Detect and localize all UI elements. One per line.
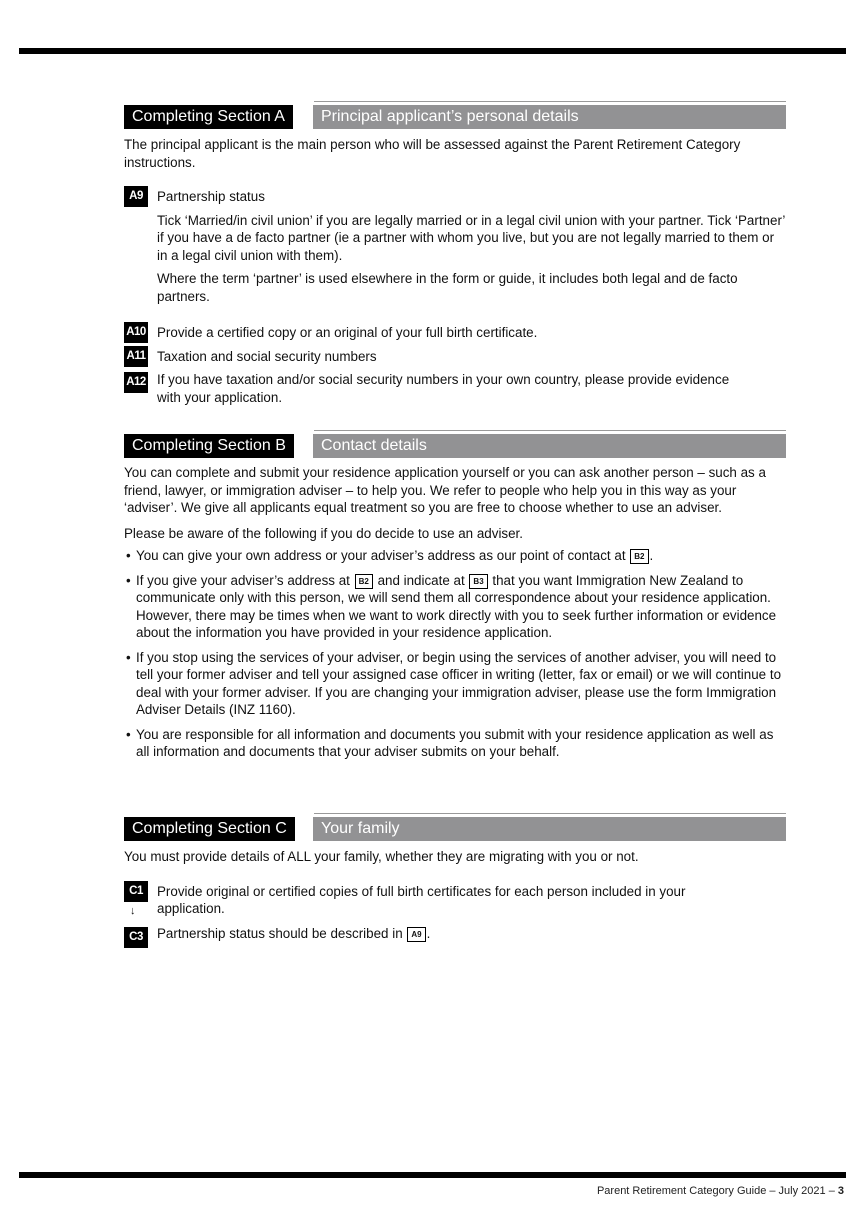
bullet-point-of-contact: • You can give your own address or your adviser’s address as our point of contact at B2 . (124, 547, 786, 565)
section-c-header (124, 813, 786, 839)
arrow-down-icon: ↓ (130, 904, 136, 917)
ref-b3: B3 (469, 574, 487, 589)
c1-text: Provide original or certified copies of full birth certificates for each person included in your application. (157, 883, 686, 916)
page-number: 3 (837, 1185, 844, 1197)
a9-para-2: Where the term ‘partner’ is used elsewhere in the form or guide, it includes both legal and de facto partners. (157, 271, 738, 304)
item-a9 (124, 188, 786, 305)
tag-a10: A10 (124, 322, 148, 343)
item-a12 (124, 371, 786, 406)
tag-a9: A9 (124, 186, 148, 207)
item-a10 (124, 324, 786, 342)
tag-a12: A12 (124, 372, 148, 393)
a10-text: Provide a certified copy or an original of your full birth certificate. (157, 325, 538, 340)
section-c (124, 813, 786, 942)
a9-para-1: Tick ‘Married/in civil union’ if you are legally married or in a legal civil union with your partner. Tick ‘Partner’ if you have a de facto partner (ie a partner with whom you live, but you are not legally married to them or in a legal civil union with them). (157, 212, 785, 263)
footer-text: Parent Retirement Category Guide – July 2021 – (596, 1185, 835, 1197)
item-c1 (124, 883, 786, 918)
section-a-title: Principal applicant’s personal details (313, 105, 786, 129)
tag-c3: C3 (124, 927, 148, 948)
section-a-intro: The principal applicant is the main person who will be assessed against the Parent Retirement Category instructions. (124, 137, 741, 170)
section-b-label: Completing Section B (124, 434, 294, 458)
section-a-label: Completing Section A (124, 105, 293, 129)
section-b-header (124, 430, 786, 456)
ref-a9: A9 (407, 927, 425, 942)
top-rule (19, 48, 846, 54)
item-c3 (124, 925, 786, 943)
section-c-label: Completing Section C (124, 817, 295, 841)
a12-text: If you have taxation and/or social security numbers in your own country, please provide evidence with your application. (157, 372, 730, 405)
section-b (124, 430, 786, 768)
ref-b2: B2 (355, 574, 373, 589)
bullet-adviser-address: • If you give your adviser’s address at B2 and indicate at B3 that you want Immigration New Zealand to communicate only with this person, we will send them all correspondence about your residence application. However, there may be times when we want to work directly with you to seek further information or evidence about the information you have provided in your residence application. (124, 572, 786, 642)
tag-c1: C1 (124, 881, 148, 902)
tag-a11: A11 (124, 346, 148, 367)
a9-title: Partnership status (157, 189, 265, 204)
section-b-aware: Please be aware of the following if you do decide to use an adviser. (124, 525, 523, 541)
section-b-title: Contact details (313, 434, 786, 458)
item-a11 (124, 348, 786, 366)
ref-b2: B2 (630, 549, 648, 564)
adviser-bullets (124, 547, 786, 761)
c3-text: Partnership status should be described in A9 . (157, 925, 431, 941)
section-a (124, 101, 786, 406)
bullet-responsible: • You are responsible for all information and documents you submit with your residence application as well as all information and documents that your adviser submits on your behalf. (124, 726, 786, 761)
bottom-rule (19, 1172, 846, 1178)
page-footer (597, 1185, 844, 1197)
a11-text: Taxation and social security numbers (157, 348, 377, 364)
bullet-stop-using-adviser: • If you stop using the services of your adviser, or begin using the services of another adviser, you will need to tell your former adviser and tell your assigned case officer in writing (letter, fax or email) or we will continue to deal with your former adviser. If you are changing your immigration adviser, please use the form Immigration Adviser Details (INZ 1160). (124, 649, 786, 719)
section-a-header (124, 101, 786, 127)
section-c-title: Your family (313, 817, 786, 841)
section-b-intro: You can complete and submit your residence application yourself or you can ask another person – such as a friend, lawyer, or immigration adviser – to help you. We refer to people who help you in this way as your ‘adviser’. We give all applicants equal treatment so you are free to choose whether to use an adviser. (124, 465, 766, 515)
section-c-intro: You must provide details of ALL your family, whether they are migrating with you or not. (124, 849, 639, 864)
